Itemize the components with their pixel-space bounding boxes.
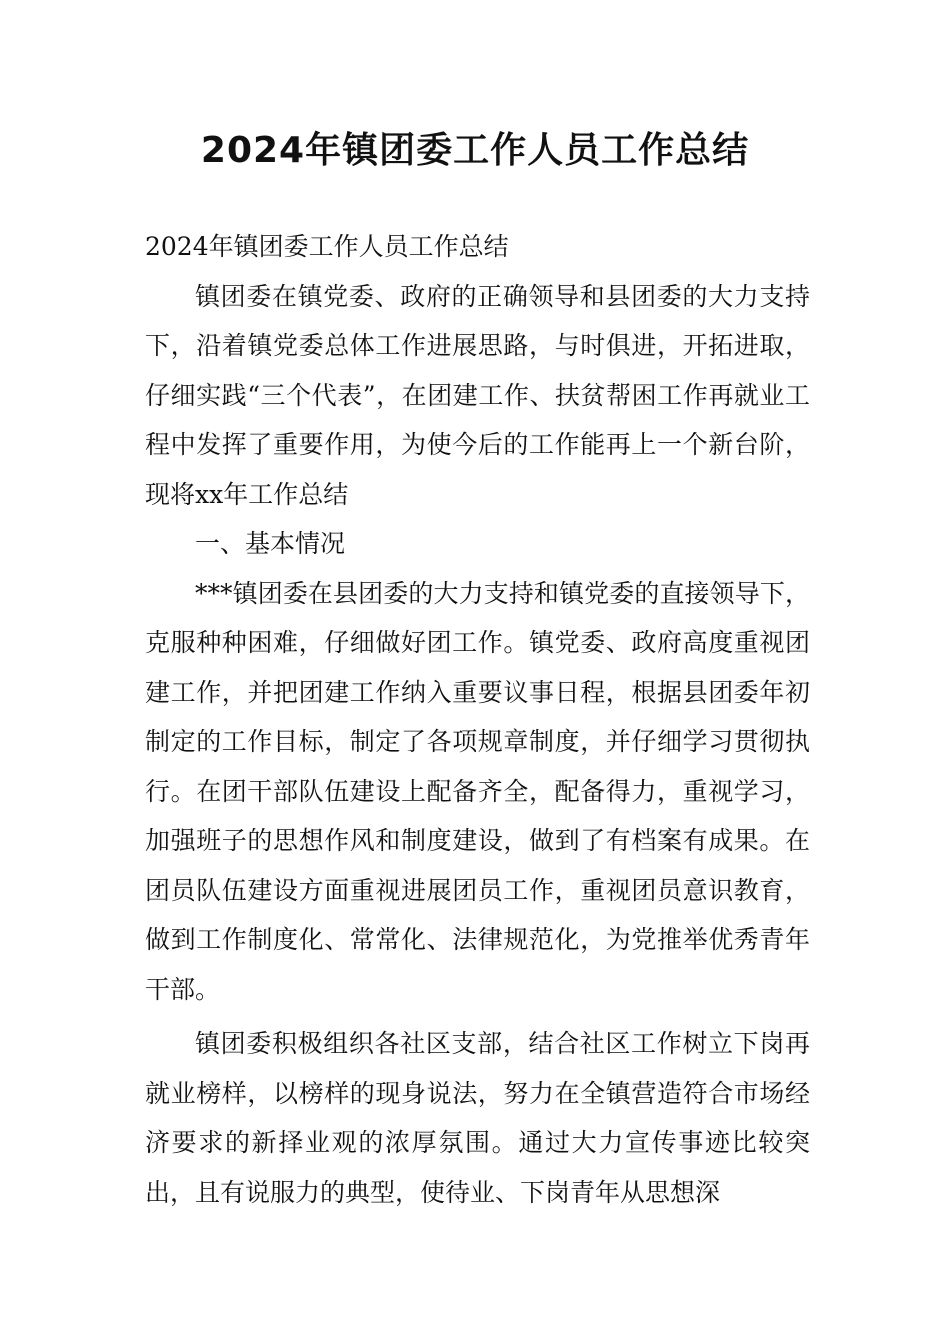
paragraph-basic-situation: ***镇团委在县团委的大力支持和镇党委的直接领导下，克服种种困难，仔细做好团工作。镇党委、政府高度重视团建工作，并把团建工作纳入重要议事日程，根据县团委年初制定的工作目标，制定了各项规章制度，并仔细学习贯彻执行。在团干部队伍建设上配备齐全，配备得力，重视学习，加强班子的思想作风和制度建设，做到了有档案有成果。在团员队伍建设方面重视进展团员工作，重视团员意识教育，做到工作制度化、常常化、法律规范化，为党推举优秀青年干部。 bbox=[145, 578, 810, 1004]
document-subtitle: 2024年镇团委工作人员工作总结 bbox=[145, 232, 509, 261]
section-heading-basic: 一、基本情况 bbox=[195, 529, 346, 558]
document-body bbox=[145, 222, 810, 1217]
paragraph-reemployment: 镇团委积极组织各社区支部，结合社区工作树立下岗再就业榜样，以榜样的现身说法，努力在全镇营造符合市场经济要求的新择业观的浓厚氛围。通过大力宣传事迹比较突出，且有说服力的典型，使待业、下岗青年从思想深 bbox=[145, 1029, 810, 1207]
paragraph-intro: 镇团委在镇党委、政府的正确领导和县团委的大力支持下，沿着镇党委总体工作进展思路，与时俱进，开拓进取，仔细实践“三个代表”，在团建工作、扶贫帮困工作再就业工程中发挥了重要作用，为使今后的工作能再上一个新台阶，现将xx年工作总结 bbox=[145, 281, 810, 509]
document-title: 2024年镇团委工作人员工作总结 bbox=[200, 130, 750, 171]
